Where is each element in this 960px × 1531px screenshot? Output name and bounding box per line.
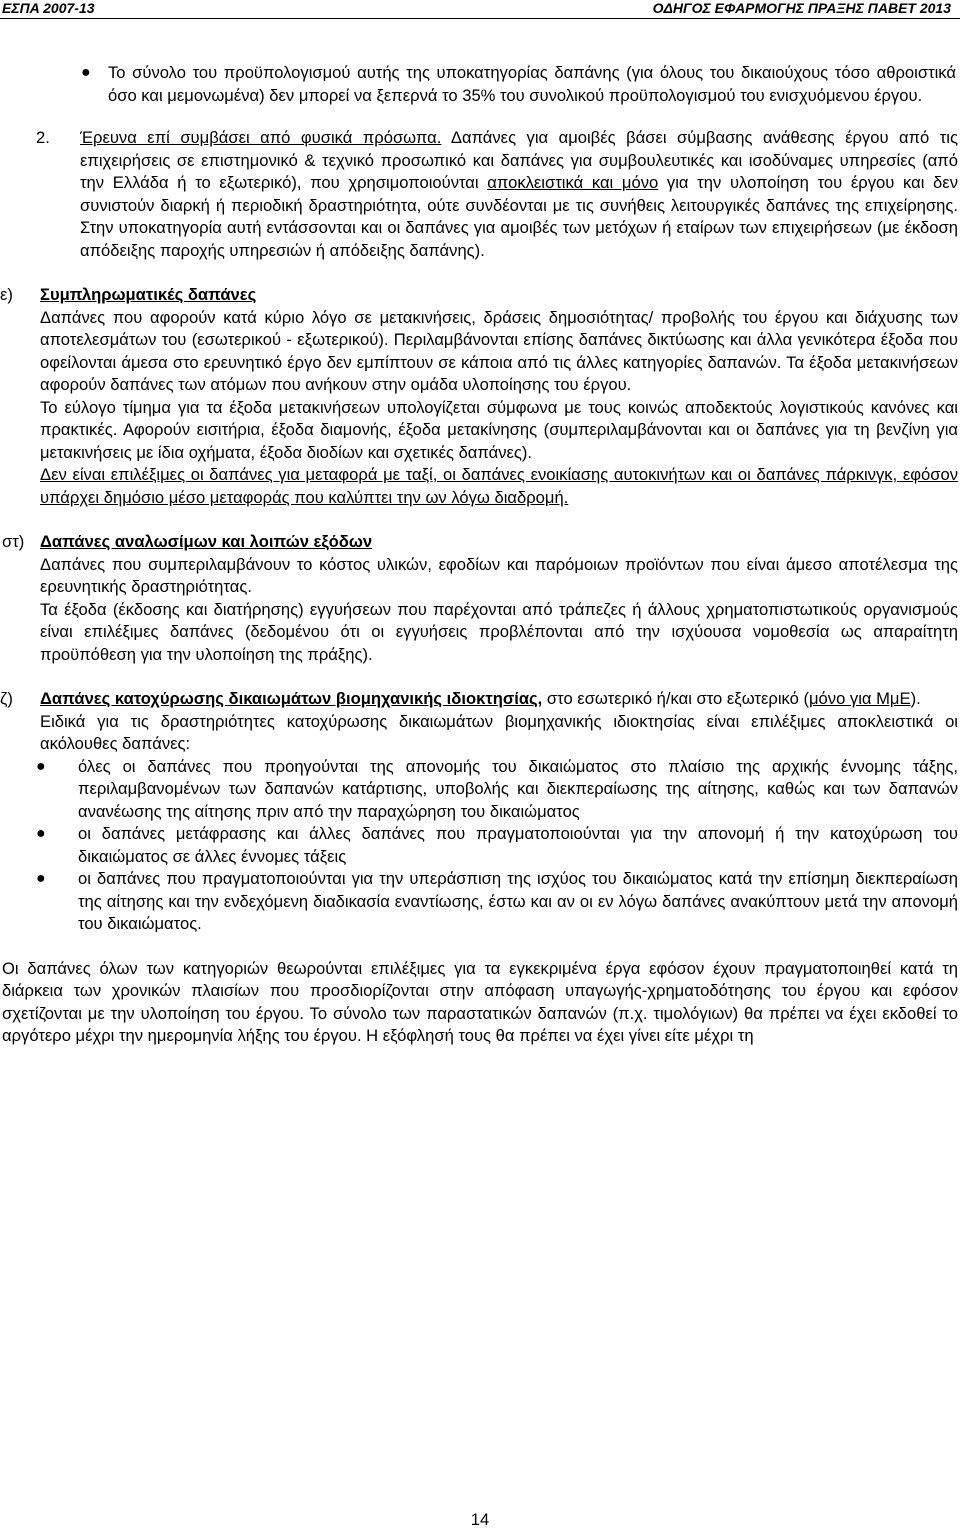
item-2-text-a: Δαπάνες για αμοιβές βάσει σύμβασης ανάθεσης έργου από τις επιχειρήσεις σε επιστημονικό & τεχνικό προσωπικό και δαπάνες για συμβουλευτικές και ισοδύναμες υπηρεσίες (από την Ελλάδα ή το εξωτερικό), που χρησιμοποιούνται — [80, 128, 958, 192]
page-header — [0, 0, 960, 20]
page-number: 14 — [470, 1510, 490, 1529]
list-item — [36, 823, 958, 868]
intro-bullet-text: Το σύνολο του προϋπολογισμού αυτής της υποκατηγορίας δαπάνης (για όλους του δικαιούχους τόσο αθροιστικά όσο και μεμονωμένα) δεν μπορεί να ξεπερνά το 35% του συνολικού προϋπολογισμού του ενισχυόμενου έργου. — [108, 63, 956, 105]
bullet-icon: ● — [36, 870, 46, 887]
item-2-text-b: για την υλοποίηση του έργου και δεν συνιστούν διαρκή ή περιοδική δραστηριότητα, ούτε συνδέονται με τις συνήθεις λειτουργικές δαπάνες της επιχείρησης. Στην υποκατηγορία αυτή εντάσσονται και οι δαπάνες για αμοιβές των μετόχων ή εταίρων των επιχειρήσεων (με έκδοση απόδειξης παροχής υπηρεσιών ή απόδειξης δαπάνης). — [80, 173, 958, 260]
section-e — [0, 284, 958, 509]
section-z-bullet-2: οι δαπάνες μετάφρασης και άλλες δαπάνες που πραγματοποιούνται για την απονομή ή την κατοχύρωση του δικαιώματος σε άλλες έννομες τάξεις — [78, 824, 958, 866]
section-z-p1: Ειδικά για τις δραστηριότητες κατοχύρωσης δικαιωμάτων βιομηχανικής ιδιοκτησίας είναι επιλέξιμες αποκλειστικά οι ακόλουθες δαπάνες: — [40, 711, 958, 753]
section-z-title-underlined: μόνο για ΜμΕ — [808, 689, 911, 708]
header-left: ΕΣΠΑ 2007-13 — [2, 0, 95, 16]
item-2-title: Έρευνα επί συμβάσει από φυσικά πρόσωπα. — [80, 128, 442, 147]
item-2-text — [80, 127, 958, 262]
section-z-heading — [40, 688, 958, 711]
item-2 — [36, 127, 958, 262]
section-z-label: ζ) — [0, 689, 13, 708]
closing-paragraph: Οι δαπάνες όλων των κατηγοριών θεωρούνται επιλέξιμες για τα εγκεκριμένα έργα εφόσον έχουν πραγματοποιηθεί κατά τη διάρκεια των χρονικών πλαισίων που προσδιορίζονται στην απόφαση υπαγωγής-χρηματοδότησης του έργου και εφόσον σχετίζονται με την υλοποίηση του έργου. Το σύνολο των παραστατικών δαπανών (π.χ. τιμολόγιων) θα πρέπει να έχει εκδοθεί το αργότερο μέχρι την ημερομηνία λήξης του έργου. Η εξόφλησή τους θα πρέπει να έχει γίνει είτε μέχρι τη — [2, 958, 958, 1045]
item-2-text-underlined: αποκλειστικά και μόνο — [487, 173, 659, 192]
bullet-icon: ● — [36, 757, 46, 775]
item-2-number: 2. — [36, 128, 50, 147]
section-z-title-rest: στο εσωτερικό ή/και στο εξωτερικό ( — [542, 689, 809, 708]
list-item — [36, 868, 958, 936]
section-e-p1: Δαπάνες που αφορούν κατά κύριο λόγο σε μετακινήσεις, δράσεις δημοσιότητας/ προβολής του έργου και διάχυσης των αποτελεσμάτων του (εσωτερικού - εξωτερικού). Περιλαμβάνονται επίσης δαπάνες δικτύωσης και άλλα γενικότερα έξοδα που οφείλονται άμεσα στο ερευνητικό έργο δεν εμπίπτουν σε κάποια από τις άλλες κατηγορίες δαπανών. Τα έξοδα μετακινήσεων αφορούν δαπάνες των ατόμων που ανήκουν στην ομάδα υλοποίησης του έργου. — [40, 307, 958, 394]
section-e-p2: Το εύλογο τίμημα για τα έξοδα μετακινήσεων υπολογίζεται σύμφωνα με τους κοινώς αποδεκτούς λογιστικούς κανόνες και πρακτικές. Αφορούν εισιτήρια, έξοδα διαμονής, έξοδα μετακίνησης (συμπεριλαμβάνονται και οι δαπάνες για τη βενζίνη για μετακινήσεις με ίδια οχήματα, έξοδα διοδίων και σχετικές δαπάνες). — [40, 397, 958, 462]
intro-bullet — [81, 62, 956, 107]
section-st — [2, 531, 958, 666]
header-rule — [0, 18, 960, 19]
bullet-icon: ● — [81, 64, 91, 81]
section-z-bullet-1: όλες οι δαπάνες που προηγούνται της απονομής του δικαιώματος στο πλαίσιο της αρχικής έννομης τάξης, περιλαμβανομένων των δαπανών κατάρτισης, υποβολής και διεκπεραίωσης της αίτησης, καθώς και των δαπανών ανανέωσης της αίτησης πριν από την παραχώρηση του δικαιώματος — [78, 756, 958, 821]
section-e-title: Συμπληρωματικές δαπάνες — [40, 285, 257, 304]
document-body — [0, 62, 960, 1048]
section-z — [0, 688, 958, 756]
section-e-label: ε) — [0, 285, 13, 304]
header-right: ΟΔΗΓΟΣ ΕΦΑΡΜΟΓΗΣ ΠΡΑΞΗΣ ΠΑΒΕΤ 2013 — [652, 0, 951, 16]
list-item — [36, 756, 958, 824]
section-st-title: Δαπάνες αναλωσίμων και λοιπών εξόδων — [40, 532, 373, 551]
section-z-title: Δαπάνες κατοχύρωσης δικαιωμάτων βιομηχανικής ιδιοκτησίας, — [40, 689, 543, 708]
section-st-p1: Δαπάνες που συμπεριλαμβάνουν το κόστος υλικών, εφοδίων και παρόμοιων προϊόντων που είναι άμεσο αποτέλεσμα της ερευνητικής δραστηριότητας. — [40, 554, 958, 596]
section-z-title-end: ). — [910, 689, 921, 708]
section-st-label: στ) — [2, 532, 25, 551]
section-z-bullet-3: οι δαπάνες που πραγματοποιούνται για την υπεράσπιση της ισχύος του δικαιώματος κατά την επίσημη διεκπεραίωση της αίτησης και την ενδεχόμενη διαδικασία εναντίωσης, έστω και αν οι εν λόγω δαπάνες ανακύπτουν μετά την απονομή του δικαιώματος. — [78, 869, 958, 933]
section-e-p3: Δεν είναι επιλέξιμες οι δαπάνες για μεταφορά με ταξί, οι δαπάνες ενοικίασης αυτοκινήτων και οι δαπάνες πάρκινγκ, εφόσον υπάρχει δημόσιο μέσο μεταφοράς που καλύπτει την ων λόγω διαδρομή. — [40, 465, 958, 507]
section-st-p2: Τα έξοδα (έκδοσης και διατήρησης) εγγυήσεων που παρέχονται από τράπεζες ή άλλους χρηματοπιστωτικούς οργανισμούς είναι επιλέξιμες δαπάνες (δεδομένου ότι οι εγγυήσεις προβλέπονται από την ισχύουσα νομοθεσία ως απαραίτητη προϋπόθεση για την υλοποίηση της πράξης). — [40, 599, 958, 664]
bullet-icon: ● — [36, 825, 46, 842]
